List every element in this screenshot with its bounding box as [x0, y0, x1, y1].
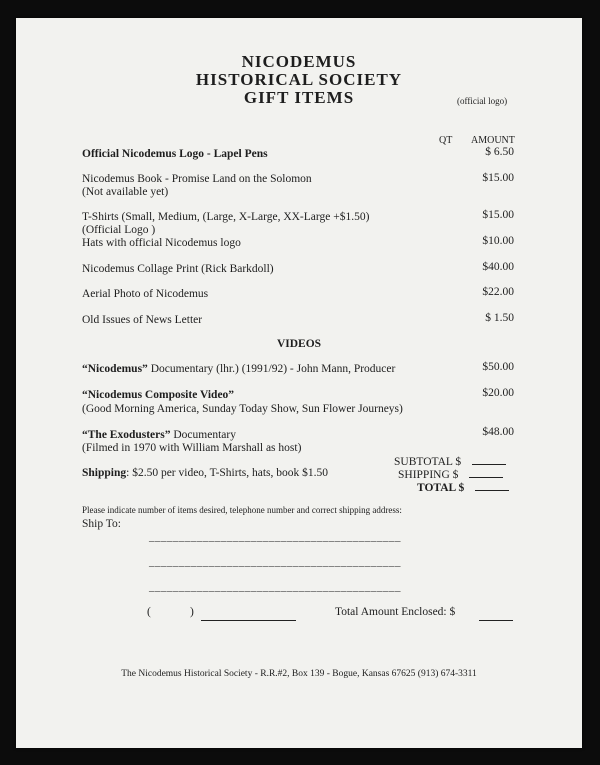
phone-area-open: (: [147, 606, 151, 618]
total-line: [417, 480, 509, 494]
phone-area-close: ): [190, 606, 194, 618]
shipping-line: [398, 467, 503, 481]
videos-heading: VIDEOS: [276, 338, 322, 350]
shipping-rates-label: Shipping: [82, 467, 127, 479]
total-blank[interactable]: [475, 480, 509, 491]
price-video-exodusters: $48.00: [482, 426, 514, 438]
item-collage-print: Nicodemus Collage Print (Rick Barkdoll): [82, 263, 274, 275]
price-video-nicodemus: $50.00: [482, 361, 514, 373]
address-line-3[interactable]: __________________________________________: [149, 581, 401, 593]
subtotal-blank[interactable]: [472, 454, 506, 465]
price-video-composite: $20.00: [482, 387, 514, 399]
price-collage-print: $40.00: [482, 261, 514, 273]
video-nicodemus: [82, 363, 395, 375]
price-tshirts: $15.00: [482, 209, 514, 221]
price-lapel-pens: $ 6.50: [485, 146, 514, 158]
instructions-text: Please indicate number of items desired, telephone number and correct shipping address:: [82, 505, 402, 515]
item-aerial-photo: Aerial Photo of Nicodemus: [82, 288, 209, 300]
address-line-2[interactable]: __________________________________________: [149, 556, 401, 568]
video-exodusters-title: “The Exodusters”: [82, 429, 171, 441]
amount-column-header: AMOUNT: [471, 135, 515, 146]
video-exodusters-note: (Filmed in 1970 with William Marshall as host): [82, 442, 302, 454]
item-tshirts-note: (Official Logo ): [82, 224, 156, 236]
video-composite-title: “Nicodemus Composite Video”: [82, 389, 235, 401]
shipping-rates-text: : $2.50 per video, T-Shirts, hats, book $1.50: [126, 467, 329, 479]
price-aerial-photo: $22.00: [482, 286, 514, 298]
address-line-1[interactable]: __________________________________________: [149, 531, 401, 543]
logo-placeholder: (official logo): [457, 96, 508, 106]
total-enclosed-label: Total Amount Enclosed: $: [335, 606, 456, 618]
item-lapel-pens: Official Nicodemus Logo - Lapel Pens: [82, 148, 268, 160]
item-newsletter: Old Issues of News Letter: [82, 314, 203, 326]
phone-number-blank[interactable]: [201, 610, 296, 621]
total-enclosed-blank[interactable]: [479, 610, 513, 621]
title-line-2: HISTORICAL SOCIETY: [195, 70, 403, 89]
subtotal-label: SUBTOTAL $: [394, 456, 462, 468]
price-newsletter: $ 1.50: [485, 312, 514, 324]
order-form-page: [16, 18, 582, 748]
shipping-rates: [82, 467, 328, 479]
video-composite-note: (Good Morning America, Sunday Today Show, Sun Flower Journeys): [82, 403, 403, 415]
title-line-3: GIFT ITEMS: [243, 88, 355, 107]
video-nicodemus-desc: Documentary (lhr.) (1991/92) - John Mann, Producer: [147, 363, 396, 375]
video-exodusters-desc: Documentary: [170, 429, 236, 441]
video-nicodemus-title: “Nicodemus”: [82, 363, 148, 375]
title-line-1: NICODEMUS: [241, 52, 357, 71]
item-tshirts: T-Shirts (Small, Medium, (Large, X-Large, XX-Large +$1.50): [82, 211, 370, 223]
item-hats: Hats with official Nicodemus logo: [82, 237, 241, 249]
item-book: Nicodemus Book - Promise Land on the Solomon: [82, 173, 312, 185]
ship-to-label: Ship To:: [82, 518, 121, 530]
price-book: $15.00: [482, 172, 514, 184]
footer-address: The Nicodemus Historical Society - R.R.#2, Box 139 - Bogue, Kansas 67625 (913) 674-3311: [121, 669, 477, 679]
shipping-label: SHIPPING $: [398, 469, 459, 481]
qty-column-header: QT: [439, 135, 453, 146]
video-exodusters: [82, 429, 236, 441]
item-book-note: (Not available yet): [82, 186, 169, 198]
subtotal-line: [394, 454, 506, 468]
shipping-blank[interactable]: [469, 467, 503, 478]
price-hats: $10.00: [482, 235, 514, 247]
total-label: TOTAL $: [417, 482, 465, 494]
